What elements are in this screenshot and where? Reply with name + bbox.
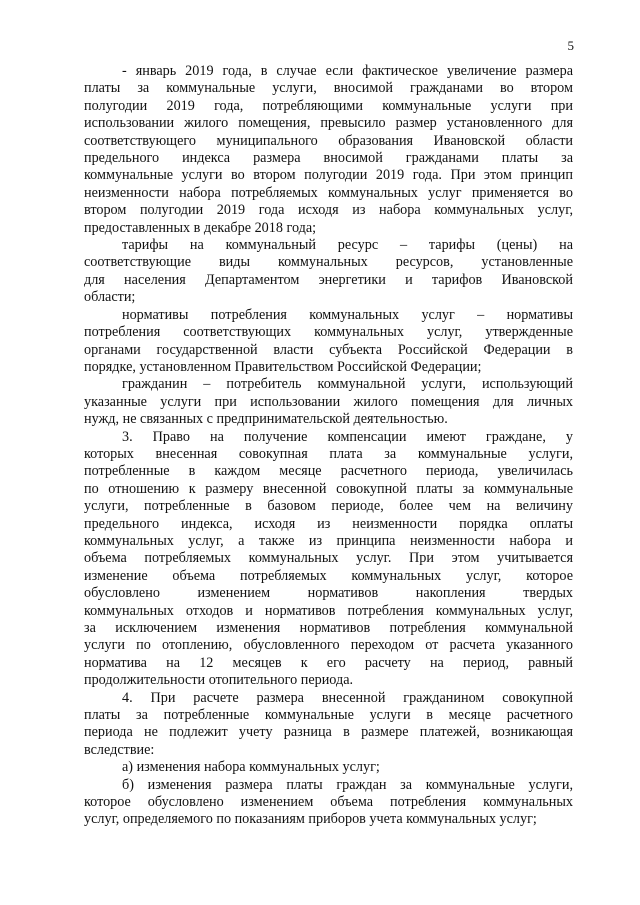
text-line: - январь 2019 года, в случае если фактическое увеличение размера	[122, 63, 573, 79]
text-line: потребления соответствующих коммунальных услуг, утвержденные	[84, 324, 573, 341]
text-line: предельного индекса, исходя из неизменности порядка оплаты	[84, 515, 573, 532]
text-line: 4. При расчете размера внесенной гражданином совокупной	[122, 689, 573, 706]
text-line: использовании жилого помещения, превысило размер установленного для	[84, 115, 573, 132]
text-line: области;	[84, 289, 136, 306]
text-line: коммунальных отходов и нормативов потребления коммунальных услуг,	[84, 602, 573, 619]
text-line: которое обусловлено изменением объема потребления коммунальных	[84, 794, 573, 811]
text-line: услуги, потребленные в базовом периоде, более чем на величину	[84, 498, 573, 515]
text-line: втором полугодии 2019 года исходя из набора коммунальных услуг,	[84, 202, 573, 219]
text-line: коммунальные услуги во втором полугодии 2019 года. При этом принцип	[84, 167, 573, 184]
text-line: неизменности набора потребляемых коммунальных услуг применяется во	[84, 184, 573, 201]
text-line: по отношению к размеру внесенной совокупной платы за коммунальные	[84, 480, 573, 497]
text-line: обусловлено изменением нормативов накопления твердых	[84, 585, 573, 602]
text-line: соответствующие виды коммунальных ресурсов, установленные	[84, 254, 573, 271]
text-line: потребленные в каждом месяце расчетного периода, увеличилась	[84, 463, 573, 480]
text-line: полугодии 2019 года, потребляющими коммунальные услуги при	[84, 97, 573, 114]
text-line: нормативы потребления коммунальных услуг – нормативы	[122, 306, 573, 323]
text-line: порядке, установленном Правительством Российской Федерации;	[84, 358, 482, 375]
text-line: гражданин – потребитель коммунальной услуги, использующий	[122, 376, 573, 393]
text-line: за исключением изменения нормативов потребления коммунальной	[84, 620, 573, 636]
text-line: норматива на 12 месяцев к его расчету на период, равный	[84, 654, 573, 671]
text-line: 3. Право на получение компенсации имеют граждане, у	[122, 428, 573, 445]
text-line: соответствующего муниципального образования Ивановской области	[84, 132, 573, 149]
text-line: платы за потребленные коммунальные услуги в месяце расчетного	[84, 707, 573, 724]
text-line: коммунальных услуг, а также из принципа неизменности набора и	[84, 532, 573, 549]
text-line: тарифы на коммунальный ресурс – тарифы (цены) на	[122, 237, 573, 254]
text-line: предоставленных в декабре 2018 года;	[84, 219, 317, 236]
text-line: вследствие:	[84, 741, 155, 758]
text-line: для населения Департаментом энергетики и тарифов Ивановской	[84, 271, 573, 288]
text-line: которых внесенная совокупная плата за коммунальные услуги,	[84, 445, 573, 462]
document-body	[84, 63, 573, 829]
text-line: продолжительности отопительного периода.	[84, 672, 354, 689]
text-line: услуг, определяемого по показаниям приборов учета коммунальных услуг;	[84, 811, 537, 828]
text-line: периода не подлежит учету разница в размере платежей, возникающая	[84, 724, 573, 741]
text-line: объема потребляемых коммунальных услуг. При этом учитывается	[84, 550, 573, 567]
text-line: органами государственной власти субъекта Российской Федерации в	[84, 341, 573, 358]
text-line: а) изменения набора коммунальных услуг;	[122, 759, 380, 776]
text-line: изменение объема потребляемых коммунальных услуг, которое	[84, 567, 573, 584]
page-number: 5	[567, 38, 574, 53]
text-line: нужд, не связанных с предпринимательской деятельностью.	[84, 411, 448, 428]
text-line: указанные услуги при использовании жилого помещения для личных	[84, 393, 573, 410]
text-line: услуги по отоплению, обусловленного переходом от расчета указанного	[84, 637, 573, 654]
text-line: б) изменения размера платы граждан за коммунальные услуги,	[122, 776, 573, 793]
text-line: платы за коммунальные услуги, вносимой гражданами во втором	[84, 80, 573, 97]
text-line: предельного индекса размера вносимой гражданами платы за	[84, 150, 573, 167]
